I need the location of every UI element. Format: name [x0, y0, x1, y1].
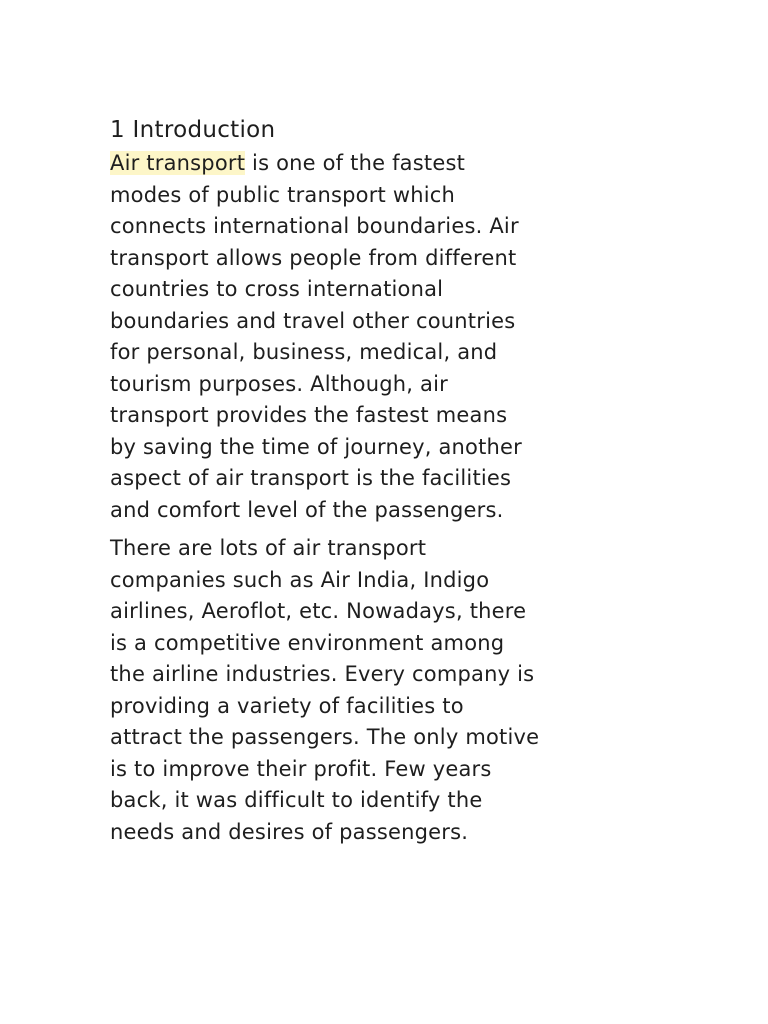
paragraph-line: providing a variety of facilities to: [110, 693, 464, 718]
paragraph-line: [110, 148, 670, 180]
paragraph-line: aspect of air transport is the facilities: [110, 466, 512, 490]
paragraph-line: attract the passengers. The only motive: [110, 725, 540, 749]
paragraph-line: transport allows people from different: [110, 245, 517, 270]
paragraph-line: boundaries and travel other countries: [110, 308, 516, 333]
paragraph-line: back, it was difficult to identify the: [110, 788, 483, 812]
paragraph-line: tourism purposes. Although, air: [110, 371, 448, 396]
section-heading: 1 Introduction: [110, 117, 276, 143]
paragraph-line: airlines, Aeroflot, etc. Nowadays, there: [110, 599, 527, 623]
paragraph-line: for personal, business, medical, and: [110, 340, 498, 364]
paragraph-line: the airline industries. Every company is: [110, 662, 535, 686]
paragraph-line: by saving the time of journey, another: [110, 434, 522, 459]
paragraph-line: transport provides the fastest means: [110, 403, 508, 427]
document-content: [110, 114, 670, 848]
paragraph-line: is a competitive environment among: [110, 630, 505, 655]
paragraph-companies: [110, 533, 670, 848]
paragraph-line: and comfort level of the passengers.: [110, 497, 504, 522]
line-text: is one of the fastest: [245, 151, 466, 175]
highlighted-text: Air transport: [110, 151, 246, 175]
paragraph-line: There are lots of air transport: [110, 536, 427, 560]
paragraph-line: needs and desires of passengers.: [110, 819, 469, 844]
paragraph-intro: [110, 148, 670, 526]
paragraph-line: is to improve their profit. Few years: [110, 756, 492, 781]
paragraph-line: modes of public transport which: [110, 182, 456, 207]
paragraph-line: countries to cross international: [110, 277, 444, 301]
paragraph-line: companies such as Air India, Indigo: [110, 567, 490, 592]
paragraph-line: connects international boundaries. Air: [110, 214, 519, 238]
